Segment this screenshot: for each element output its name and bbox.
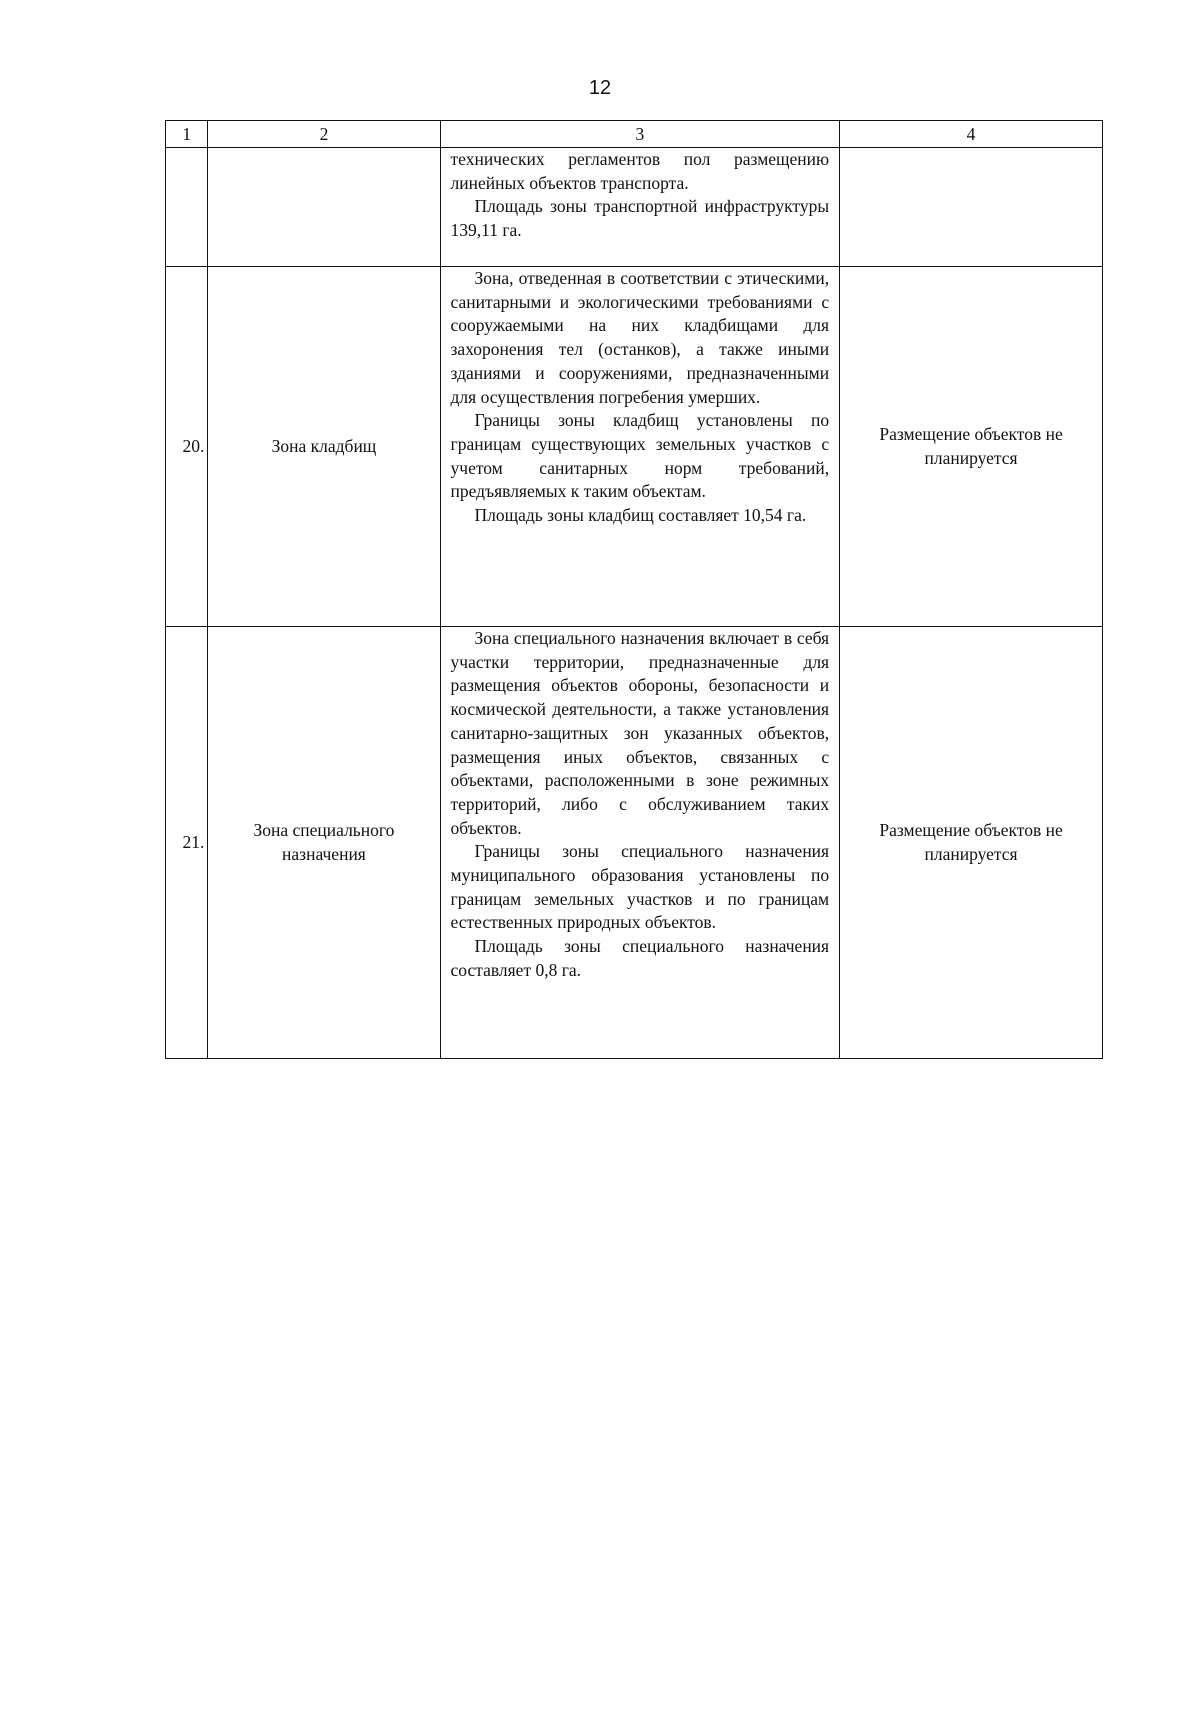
zone-description xyxy=(440,267,840,627)
zone-plan xyxy=(840,148,1103,267)
zone-name: Зона кладбищ xyxy=(208,267,440,627)
zone-plan: Размещение объектов не планируется xyxy=(840,627,1103,1059)
description-paragraph: Зона, отведенная в соответствии с этическими, санитарными и экологическими требованиями с сооружаемыми на них кладбищами для захоронения тел (останков), а также иными зданиями и сооружениями, предназначенными для осуществления погребения умерших. xyxy=(450,268,830,407)
row-number: 21. xyxy=(166,627,208,1059)
zone-description xyxy=(440,148,840,267)
page-number: 12 xyxy=(588,77,612,99)
description-paragraph: Площадь зоны кладбищ составляет 10,54 га. xyxy=(474,505,807,526)
description-paragraph: Площадь зоны специального назначения составляет 0,8 га. xyxy=(450,936,830,980)
table-row xyxy=(166,267,1103,627)
description-paragraph: технических регламентов пол размещению линейных объектов транспорта. xyxy=(450,149,830,193)
table-row xyxy=(166,148,1103,267)
zone-plan: Размещение объектов не планируется xyxy=(840,267,1103,627)
column-header-2: 2 xyxy=(208,121,440,148)
table-header-row xyxy=(166,121,1103,148)
row-number: 20. xyxy=(166,267,208,627)
description-paragraph: Границы зоны специального назначения муниципального образования установлены по границам земельных участков и по границам естественных природных объектов. xyxy=(450,841,830,933)
column-header-3: 3 xyxy=(440,121,840,148)
zone-name: Зона специального назначения xyxy=(208,627,440,1059)
column-header-4: 4 xyxy=(840,121,1103,148)
zone-description xyxy=(440,627,840,1059)
row-number xyxy=(166,148,208,267)
description-paragraph: Границы зоны кладбищ установлены по границам существующих земельных участков с учетом санитарных норм требований, предъявляемых к таким объектам. xyxy=(450,410,830,502)
zone-name xyxy=(208,148,440,267)
table-row xyxy=(166,627,1103,1059)
description-paragraph: Площадь зоны транспортной инфраструктуры 139,11 га. xyxy=(450,196,830,241)
description-paragraph: Зона специального назначения включает в себя участки территории, предназначенные для размещения объектов обороны, безопасности и космической деятельности, а также установления санитарно-защитных зон указанных объектов, размещения иных объектов, связанных с объектами, расположенными в зоне режимных территорий, либо с обслуживанием таких объектов. xyxy=(450,628,830,838)
zones-table xyxy=(165,120,1103,1059)
column-header-1: 1 xyxy=(166,121,208,148)
